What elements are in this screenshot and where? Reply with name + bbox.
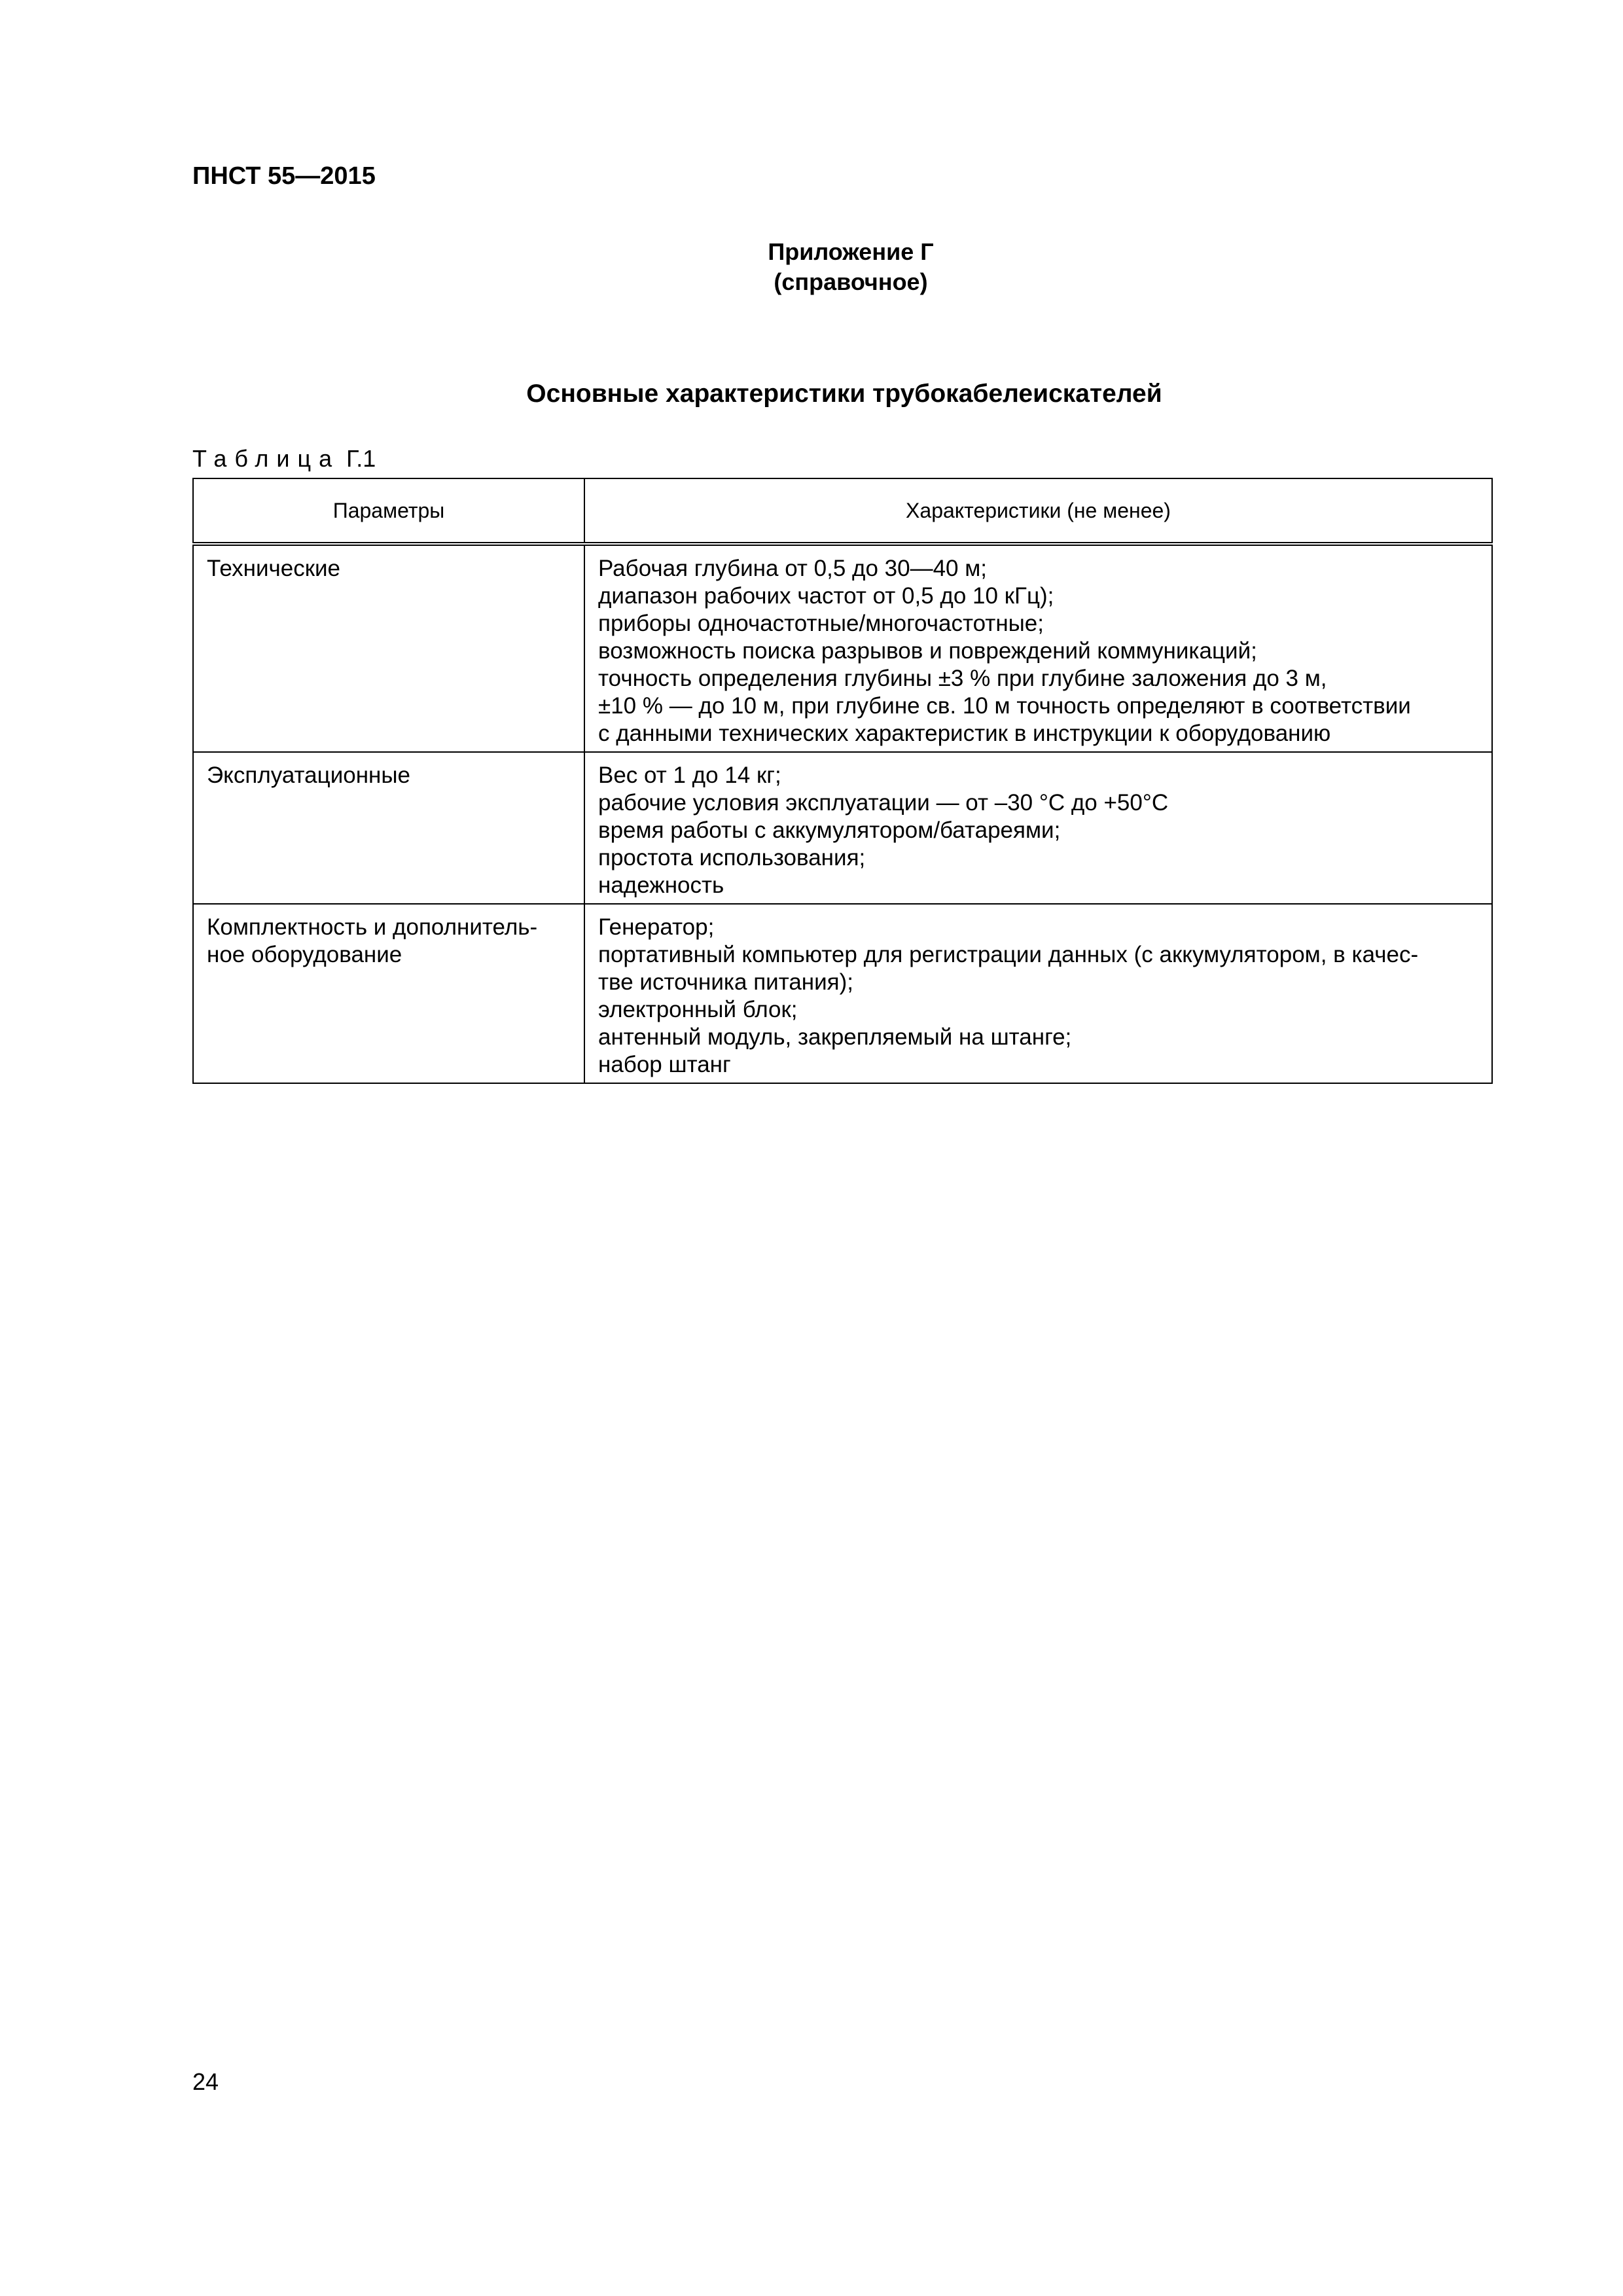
characteristic-line: надежность — [598, 872, 724, 898]
table-row — [193, 752, 1492, 904]
characteristic-line: антенный модуль, закрепляемый на штанге; — [598, 1024, 1072, 1050]
characteristic-line: ±10 % — до 10 м, при глубине св. 10 м точность определяют в соответствии — [598, 693, 1411, 719]
characteristic-line: время работы с аккумулятором/батареями; — [598, 817, 1061, 843]
param-text: Эксплуатационные — [207, 762, 410, 788]
param-text: Технические — [207, 556, 341, 581]
param-cell — [193, 904, 584, 1083]
characteristic-line: рабочие условия эксплуатации — от –30 °С до +50°С — [598, 790, 1169, 816]
table-caption-number: Г.1 — [346, 445, 376, 472]
characteristic-line: Рабочая глубина от 0,5 до 30—40 м; — [598, 556, 988, 581]
param-text: Комплектность и дополнитель- — [207, 914, 538, 940]
characteristic-line: диапазон рабочих частот от 0,5 до 10 кГц); — [598, 583, 1054, 609]
appendix-subtitle: (справочное) — [774, 268, 928, 295]
appendix-title: Приложение Г — [768, 238, 934, 265]
characteristics-cell — [584, 904, 1492, 1083]
characteristic-line: тве источника питания); — [598, 969, 854, 995]
param-text: ное оборудование — [207, 942, 402, 967]
table-header-row — [193, 478, 1492, 544]
table-caption — [192, 445, 376, 473]
characteristic-line: с данными технических характеристик в инструкции к оборудованию — [598, 721, 1331, 746]
param-cell — [193, 544, 584, 752]
table-row — [193, 544, 1492, 752]
characteristics-table — [192, 478, 1493, 1084]
appendix-heading — [681, 237, 1021, 297]
header-characteristics: Характеристики (не менее) — [584, 478, 1492, 544]
characteristics-cell — [584, 544, 1492, 752]
characteristic-line: Генератор; — [598, 914, 715, 940]
characteristic-line: возможность поиска разрывов и повреждений коммуникаций; — [598, 638, 1257, 664]
characteristic-line: Вес от 1 до 14 кг; — [598, 762, 781, 788]
param-cell — [193, 752, 584, 904]
characteristic-line: электронный блок; — [598, 997, 798, 1022]
characteristic-line: приборы одночастотные/многочастотные; — [598, 611, 1044, 636]
page-number: 24 — [192, 2068, 219, 2095]
characteristic-line: точность определения глубины ±3 % при глубине заложения до 3 м, — [598, 666, 1327, 691]
section-title: Основные характеристики трубокабелеискателей — [526, 380, 1162, 408]
header-parameters: Параметры — [193, 478, 584, 544]
document-code: ПНСТ 55—2015 — [192, 162, 376, 190]
characteristics-cell — [584, 752, 1492, 904]
table-caption-word: Таблица — [192, 445, 340, 472]
table-row — [193, 904, 1492, 1083]
characteristic-line: набор штанг — [598, 1052, 731, 1077]
characteristic-line: простота использования; — [598, 845, 866, 870]
characteristic-line: портативный компьютер для регистрации данных (с аккумулятором, в качес- — [598, 942, 1419, 967]
